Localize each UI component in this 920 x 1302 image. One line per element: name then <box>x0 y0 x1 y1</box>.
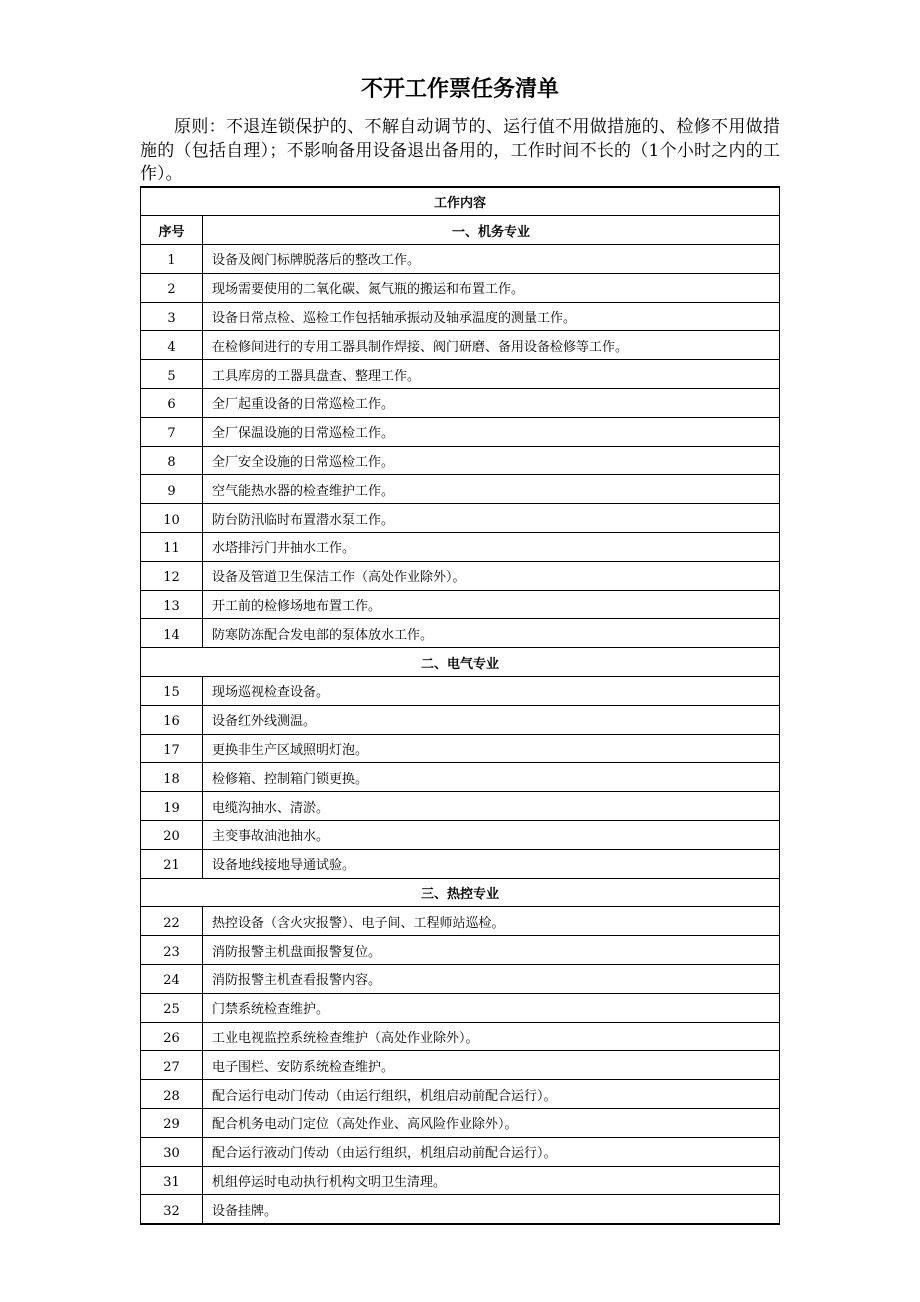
table-row <box>141 619 780 648</box>
row-task: 设备地线接地导通试验。 <box>203 849 780 878</box>
row-task: 现场巡视检查设备。 <box>203 677 780 706</box>
row-task: 门禁系统检查维护。 <box>203 993 780 1022</box>
table-row <box>141 360 780 389</box>
section-title: 二、电气专业 <box>141 648 780 677</box>
row-task: 防台防汛临时布置潜水泵工作。 <box>203 504 780 533</box>
table-row <box>141 763 780 792</box>
row-number: 15 <box>141 677 203 706</box>
row-number: 31 <box>141 1166 203 1195</box>
table-row <box>141 705 780 734</box>
page-title: 不开工作票任务清单 <box>360 77 559 102</box>
row-number: 20 <box>141 821 203 850</box>
section-title: 三、热控专业 <box>141 878 780 907</box>
section-header-row <box>141 878 780 907</box>
table-row <box>141 245 780 274</box>
table-row <box>141 273 780 302</box>
row-number: 12 <box>141 561 203 590</box>
row-task: 设备日常点检、巡检工作包括轴承振动及轴承温度的测量工作。 <box>203 302 780 331</box>
row-number: 2 <box>141 273 203 302</box>
table-row <box>141 389 780 418</box>
row-number: 30 <box>141 1137 203 1166</box>
row-task: 设备及阀门标牌脱落后的整改工作。 <box>203 245 780 274</box>
row-number: 14 <box>141 619 203 648</box>
row-number: 29 <box>141 1109 203 1138</box>
row-number: 27 <box>141 1051 203 1080</box>
row-task: 水塔排污门井抽水工作。 <box>203 533 780 562</box>
row-number: 9 <box>141 475 203 504</box>
table-header-row <box>141 187 780 216</box>
table-row <box>141 1195 780 1224</box>
table-row <box>141 821 780 850</box>
row-number: 3 <box>141 302 203 331</box>
row-task: 现场需要使用的二氧化碳、氮气瓶的搬运和布置工作。 <box>203 273 780 302</box>
table-row <box>141 1166 780 1195</box>
row-task: 消防报警主机盘面报警复位。 <box>203 936 780 965</box>
row-task: 主变事故油池抽水。 <box>203 821 780 850</box>
table-row <box>141 331 780 360</box>
row-task: 设备挂牌。 <box>203 1195 780 1224</box>
table-row <box>141 1080 780 1109</box>
table-row <box>141 907 780 936</box>
table-header: 工作内容 <box>141 187 780 216</box>
row-number: 23 <box>141 936 203 965</box>
row-number: 24 <box>141 965 203 994</box>
table-row <box>141 1137 780 1166</box>
row-task: 配合机务电动门定位（高处作业、高风险作业除外）。 <box>203 1109 780 1138</box>
table-row <box>141 561 780 590</box>
row-number: 25 <box>141 993 203 1022</box>
row-task: 消防报警主机查看报警内容。 <box>203 965 780 994</box>
task-table <box>140 186 780 1225</box>
row-number: 26 <box>141 1022 203 1051</box>
row-number: 18 <box>141 763 203 792</box>
section-header-row <box>141 216 780 245</box>
row-task: 全厂保温设施的日常巡检工作。 <box>203 417 780 446</box>
row-task: 工具库房的工器具盘查、整理工作。 <box>203 360 780 389</box>
row-number: 22 <box>141 907 203 936</box>
row-number: 8 <box>141 446 203 475</box>
row-task: 空气能热水器的检查维护工作。 <box>203 475 780 504</box>
row-task: 配合运行液动门传动（由运行组织，机组启动前配合运行）。 <box>203 1137 780 1166</box>
row-number: 19 <box>141 792 203 821</box>
table-row <box>141 590 780 619</box>
table-row <box>141 965 780 994</box>
row-number: 32 <box>141 1195 203 1224</box>
row-number: 5 <box>141 360 203 389</box>
row-number: 4 <box>141 331 203 360</box>
table-row <box>141 533 780 562</box>
table-row <box>141 677 780 706</box>
column-header-no: 序号 <box>141 216 203 245</box>
row-task: 电子围栏、安防系统检查维护。 <box>203 1051 780 1080</box>
row-task: 全厂安全设施的日常巡检工作。 <box>203 446 780 475</box>
table-row <box>141 1109 780 1138</box>
row-number: 6 <box>141 389 203 418</box>
row-task: 全厂起重设备的日常巡检工作。 <box>203 389 780 418</box>
row-task: 在检修间进行的专用工器具制作焊接、阀门研磨、备用设备检修等工作。 <box>203 331 780 360</box>
table-row <box>141 792 780 821</box>
row-task: 防寒防冻配合发电部的泵体放水工作。 <box>203 619 780 648</box>
table-row <box>141 849 780 878</box>
row-task: 设备红外线测温。 <box>203 705 780 734</box>
row-task: 机组停运时电动执行机构文明卫生清理。 <box>203 1166 780 1195</box>
row-number: 17 <box>141 734 203 763</box>
row-number: 1 <box>141 245 203 274</box>
table-row <box>141 993 780 1022</box>
row-task: 电缆沟抽水、清淤。 <box>203 792 780 821</box>
row-task: 工业电视监控系统检查维护（高处作业除外）。 <box>203 1022 780 1051</box>
row-number: 28 <box>141 1080 203 1109</box>
row-number: 7 <box>141 417 203 446</box>
row-task: 开工前的检修场地布置工作。 <box>203 590 780 619</box>
table-row <box>141 1022 780 1051</box>
table-row <box>141 504 780 533</box>
row-number: 13 <box>141 590 203 619</box>
table-row <box>141 734 780 763</box>
principle-paragraph: 原则：不退连锁保护的、不解自动调节的、运行值不用做措施的、检修不用做措施的（包括自理）；不影响备用设备退出备用的，工作时间不长的（1个小时之内的工作）。 <box>140 117 780 184</box>
table-row <box>141 936 780 965</box>
table-row <box>141 446 780 475</box>
row-number: 21 <box>141 849 203 878</box>
table-row <box>141 1051 780 1080</box>
row-task: 检修箱、控制箱门锁更换。 <box>203 763 780 792</box>
row-task: 热控设备（含火灾报警）、电子间、工程师站巡检。 <box>203 907 780 936</box>
row-number: 11 <box>141 533 203 562</box>
table-row <box>141 302 780 331</box>
row-number: 10 <box>141 504 203 533</box>
table-row <box>141 417 780 446</box>
table-row <box>141 475 780 504</box>
row-task: 更换非生产区域照明灯泡。 <box>203 734 780 763</box>
section-header-row <box>141 648 780 677</box>
row-task: 配合运行电动门传动（由运行组织，机组启动前配合运行）。 <box>203 1080 780 1109</box>
row-task: 设备及管道卫生保洁工作（高处作业除外）。 <box>203 561 780 590</box>
section-title: 一、机务专业 <box>203 216 780 245</box>
row-number: 16 <box>141 705 203 734</box>
